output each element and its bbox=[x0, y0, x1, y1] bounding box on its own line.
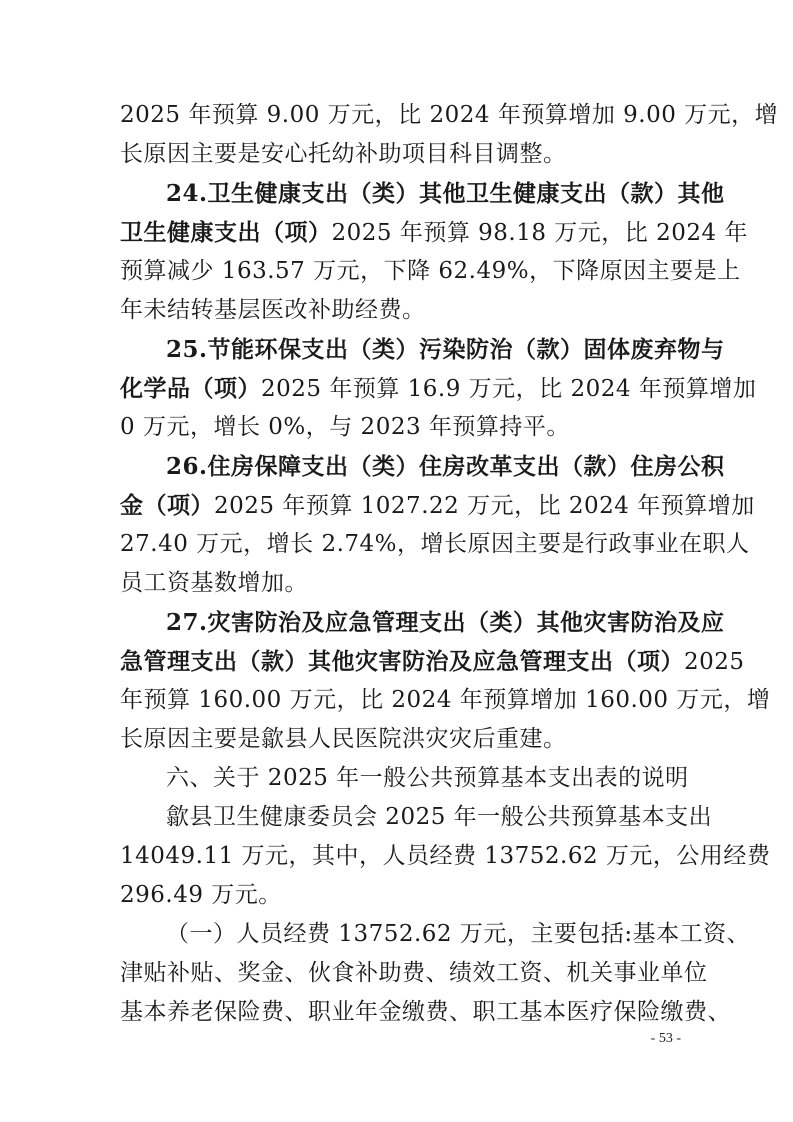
heading-text: 金（项） bbox=[120, 492, 214, 519]
body-text: 27.40 万元，增长 2.74%，增长原因主要是行政事业在职人 bbox=[120, 531, 750, 557]
body-text: 296.49 万元。 bbox=[120, 882, 282, 908]
body-text: 2025 bbox=[684, 649, 745, 675]
body-text: 津贴补贴、奖金、伙食补助费、绩效工资、机关事业单位 bbox=[120, 960, 708, 986]
text-line bbox=[120, 837, 771, 876]
text-line bbox=[120, 759, 689, 798]
text-line bbox=[120, 798, 713, 837]
body-text: 年预算 160.00 万元，比 2024 年预算增加 160.00 万元，增 bbox=[120, 687, 771, 713]
text-line bbox=[120, 720, 680, 759]
page-number: - 53 - bbox=[650, 1031, 681, 1046]
heading-text: 25.节能环保支出（类）污染防治（款）固体废弃物与 bbox=[166, 336, 725, 363]
heading-text: 化学品（项） bbox=[120, 375, 261, 402]
heading-text: 卫生健康支出（项） bbox=[120, 219, 332, 246]
body-text: 长原因主要是安心托幼补助项目科目调整。 bbox=[120, 141, 567, 167]
body-text: 2025 年预算 9.00 万元，比 2024 年预算增加 9.00 万元，增 bbox=[120, 102, 779, 128]
text-line bbox=[120, 174, 725, 213]
body-text: 14049.11 万元，其中，人员经费 13752.62 万元，公用经费 bbox=[120, 843, 771, 869]
text-line bbox=[120, 330, 725, 369]
text-line bbox=[120, 408, 680, 447]
body-text: 2025 年预算 98.18 万元，比 2024 年 bbox=[331, 220, 748, 246]
body-text: 基本养老保险费、职业年金缴费、职工基本医疗保险缴费、 bbox=[120, 999, 731, 1025]
text-line bbox=[120, 681, 771, 720]
body-text: 2025 年预算 1027.22 万元，比 2024 年预算增加 bbox=[214, 493, 755, 519]
body-text: 歙县卫生健康委员会 2025 年一般公共预算基本支出 bbox=[166, 804, 713, 830]
text-line bbox=[120, 213, 748, 252]
body-text: 六、关于 2025 年一般公共预算基本支出表的说明 bbox=[166, 765, 689, 791]
text-line bbox=[120, 135, 680, 174]
text-line bbox=[120, 954, 708, 993]
text-line bbox=[120, 291, 680, 330]
document-body bbox=[120, 96, 779, 1032]
text-line bbox=[120, 993, 731, 1032]
text-line bbox=[120, 564, 680, 603]
text-line bbox=[120, 525, 750, 564]
heading-text: 26.住房保障支出（类）住房改革支出（款）住房公积 bbox=[166, 453, 725, 480]
text-line bbox=[120, 876, 680, 915]
text-line bbox=[120, 447, 725, 486]
body-text: 年未结转基层医改补助经费。 bbox=[120, 297, 426, 323]
text-line bbox=[120, 369, 757, 408]
text-line bbox=[120, 603, 725, 642]
text-line bbox=[120, 252, 741, 291]
text-line bbox=[120, 642, 745, 681]
body-text: 员工资基数增加。 bbox=[120, 570, 308, 596]
text-line bbox=[120, 915, 751, 954]
heading-text: 24.卫生健康支出（类）其他卫生健康支出（款）其他 bbox=[166, 180, 725, 207]
text-line bbox=[120, 96, 779, 135]
body-text: 2025 年预算 16.9 万元，比 2024 年预算增加 bbox=[261, 376, 757, 402]
body-text: 0 万元，增长 0%，与 2023 年预算持平。 bbox=[120, 414, 570, 440]
heading-text: 27.灾害防治及应急管理支出（类）其他灾害防治及应 bbox=[166, 609, 725, 636]
body-text: 预算减少 163.57 万元，下降 62.49%，下降原因主要是上 bbox=[120, 258, 741, 284]
heading-text: 急管理支出（款）其他灾害防治及应急管理支出（项） bbox=[120, 648, 684, 675]
text-line bbox=[120, 486, 755, 525]
body-text: 长原因主要是歙县人民医院洪灾灾后重建。 bbox=[120, 726, 567, 752]
body-text: （一）人员经费 13752.62 万元，主要包括:基本工资、 bbox=[166, 921, 751, 947]
